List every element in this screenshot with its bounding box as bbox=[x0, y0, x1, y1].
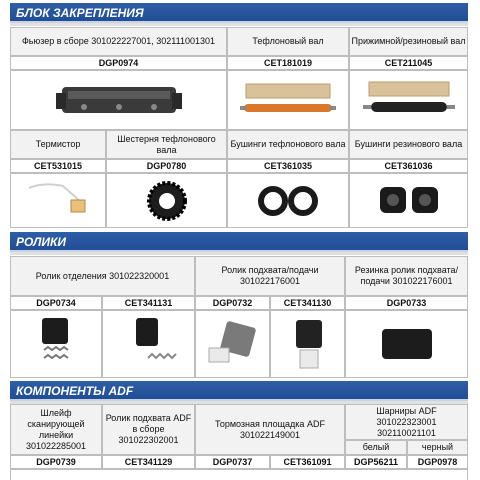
code-text: DGP0734 bbox=[36, 297, 76, 308]
scan-cable-code bbox=[10, 455, 102, 469]
code-text: DGP0737 bbox=[212, 456, 253, 467]
teflon-bushings-image bbox=[227, 173, 349, 228]
divider bbox=[10, 252, 468, 255]
adf-images-strip bbox=[10, 469, 468, 480]
code-text: DGP0974 bbox=[98, 57, 139, 68]
teflon-roller-code bbox=[227, 56, 349, 70]
pressure-roller-label bbox=[349, 27, 468, 56]
rubber-bushings-code bbox=[349, 159, 468, 173]
roller-icon bbox=[203, 314, 263, 374]
code-text: CET341131 bbox=[124, 297, 173, 308]
teflon-bushings-label bbox=[227, 130, 349, 159]
thermistor-code bbox=[10, 159, 106, 173]
label-text: Термистор bbox=[35, 139, 81, 149]
pressure-roller-code bbox=[349, 56, 468, 70]
code-text: DGP0978 bbox=[417, 456, 458, 467]
bushing-icon bbox=[374, 181, 444, 221]
adf-brake-pad-label bbox=[195, 404, 345, 455]
roller-icon bbox=[278, 314, 338, 374]
section-header-adf bbox=[10, 381, 468, 401]
code-text: CET341129 bbox=[124, 456, 173, 467]
rubber-bushings-image bbox=[349, 173, 468, 228]
pickup-roller-label bbox=[195, 256, 345, 296]
roller-icon bbox=[114, 314, 184, 374]
pickup-roller-code-2 bbox=[270, 296, 345, 310]
adf-hinges-label bbox=[345, 404, 468, 440]
fuser-assembly-icon bbox=[54, 75, 184, 125]
code-text: CET531015 bbox=[33, 160, 83, 171]
label-text: Шарниры ADF 301022323001 302110021101 bbox=[376, 405, 437, 438]
label-text: черный bbox=[421, 442, 454, 452]
separation-roller-image-2 bbox=[102, 310, 195, 378]
pressure-roller-image bbox=[349, 70, 468, 130]
label-text: Шлейф сканирующей линейки 301022285001 bbox=[25, 407, 87, 451]
teflon-bushings-code bbox=[227, 159, 349, 173]
fuser-assembly-code bbox=[10, 56, 227, 70]
code-text: CET361091 bbox=[283, 456, 332, 467]
label-text: Ролик подхвата/подачи 301022176001 bbox=[221, 265, 319, 286]
code-text: DGP0733 bbox=[386, 297, 427, 308]
code-text: DGP0739 bbox=[36, 456, 76, 467]
section-title: БЛОК ЗАКРЕПЛЕНИЯ bbox=[16, 6, 144, 20]
teflon-gear-code bbox=[106, 159, 227, 173]
adf-hinge-white-code bbox=[345, 455, 407, 469]
separation-roller-label bbox=[10, 256, 195, 296]
pickup-rubber-label bbox=[345, 256, 468, 296]
adf-pickup-roller-code bbox=[102, 455, 195, 469]
rubber-icon bbox=[372, 319, 442, 369]
pickup-rubber-code bbox=[345, 296, 468, 310]
teflon-roller-image bbox=[227, 70, 349, 130]
section-title: КОМПОНЕНТЫ ADF bbox=[16, 384, 134, 398]
label-text: Ролик подхвата ADF в сборе 301022302001 bbox=[105, 413, 192, 445]
teflon-gear-image bbox=[106, 173, 227, 228]
thermistor-label bbox=[10, 130, 106, 159]
section-header-fuser bbox=[10, 3, 468, 23]
fuser-assembly-label bbox=[10, 27, 227, 56]
code-text: DGP56211 bbox=[353, 456, 399, 467]
teflon-roller-label bbox=[227, 27, 349, 56]
separation-roller-code-2 bbox=[102, 296, 195, 310]
label-text: Шестерня тефлонового вала bbox=[117, 133, 216, 155]
bushing-icon bbox=[253, 181, 323, 221]
label-text: Тормозная площадка ADF 301022149001 bbox=[215, 418, 325, 440]
thermistor-icon bbox=[23, 178, 93, 224]
scan-cable-label bbox=[10, 404, 102, 455]
code-text: CET341130 bbox=[283, 297, 332, 308]
label-text: Фьюзер в сборе 301022227001, 302111001301 bbox=[21, 36, 216, 46]
pickup-roller-image-2 bbox=[270, 310, 345, 378]
label-text: Тефлоновый вал bbox=[252, 36, 324, 46]
teflon-roller-icon bbox=[240, 78, 336, 122]
label-text: Бушинги тефлонового вала bbox=[230, 139, 346, 149]
label-text: белый bbox=[362, 442, 390, 452]
section-title: РОЛИКИ bbox=[16, 235, 67, 249]
pickup-rubber-image bbox=[345, 310, 468, 378]
teflon-gear-label bbox=[106, 130, 227, 159]
gear-icon bbox=[142, 178, 192, 224]
label-text: Ролик отделения 301022320001 bbox=[35, 270, 170, 281]
separation-roller-code-1 bbox=[10, 296, 102, 310]
label-text: Резинка ролик подхвата/подачи 301022176001 bbox=[354, 265, 459, 286]
thermistor-image bbox=[10, 173, 106, 228]
label-text: Бушинги резинового вала bbox=[354, 139, 463, 149]
code-text: CET181019 bbox=[263, 57, 313, 68]
code-text: CET211045 bbox=[384, 57, 433, 68]
pickup-roller-image-1 bbox=[195, 310, 270, 378]
rubber-bushings-label bbox=[349, 130, 468, 159]
adf-pickup-roller-label bbox=[102, 404, 195, 455]
pickup-roller-code-1 bbox=[195, 296, 270, 310]
divider bbox=[10, 23, 468, 26]
code-text: DGP0780 bbox=[146, 160, 187, 171]
label-text: Прижимной/резиновый вал bbox=[351, 36, 466, 46]
adf-hinge-black-label bbox=[407, 440, 468, 455]
adf-hinge-white-label bbox=[345, 440, 407, 455]
adf-hinge-black-code bbox=[407, 455, 468, 469]
adf-brake-pad-code-2 bbox=[270, 455, 345, 469]
roller-icon bbox=[26, 314, 86, 374]
code-text: CET361036 bbox=[384, 160, 433, 171]
section-header-rollers bbox=[10, 232, 468, 252]
adf-brake-pad-code-1 bbox=[195, 455, 270, 469]
separation-roller-image-1 bbox=[10, 310, 102, 378]
code-text: DGP0732 bbox=[212, 297, 253, 308]
code-text: CET361035 bbox=[263, 160, 313, 171]
fuser-assembly-image bbox=[10, 70, 227, 130]
pressure-roller-icon bbox=[361, 78, 457, 122]
